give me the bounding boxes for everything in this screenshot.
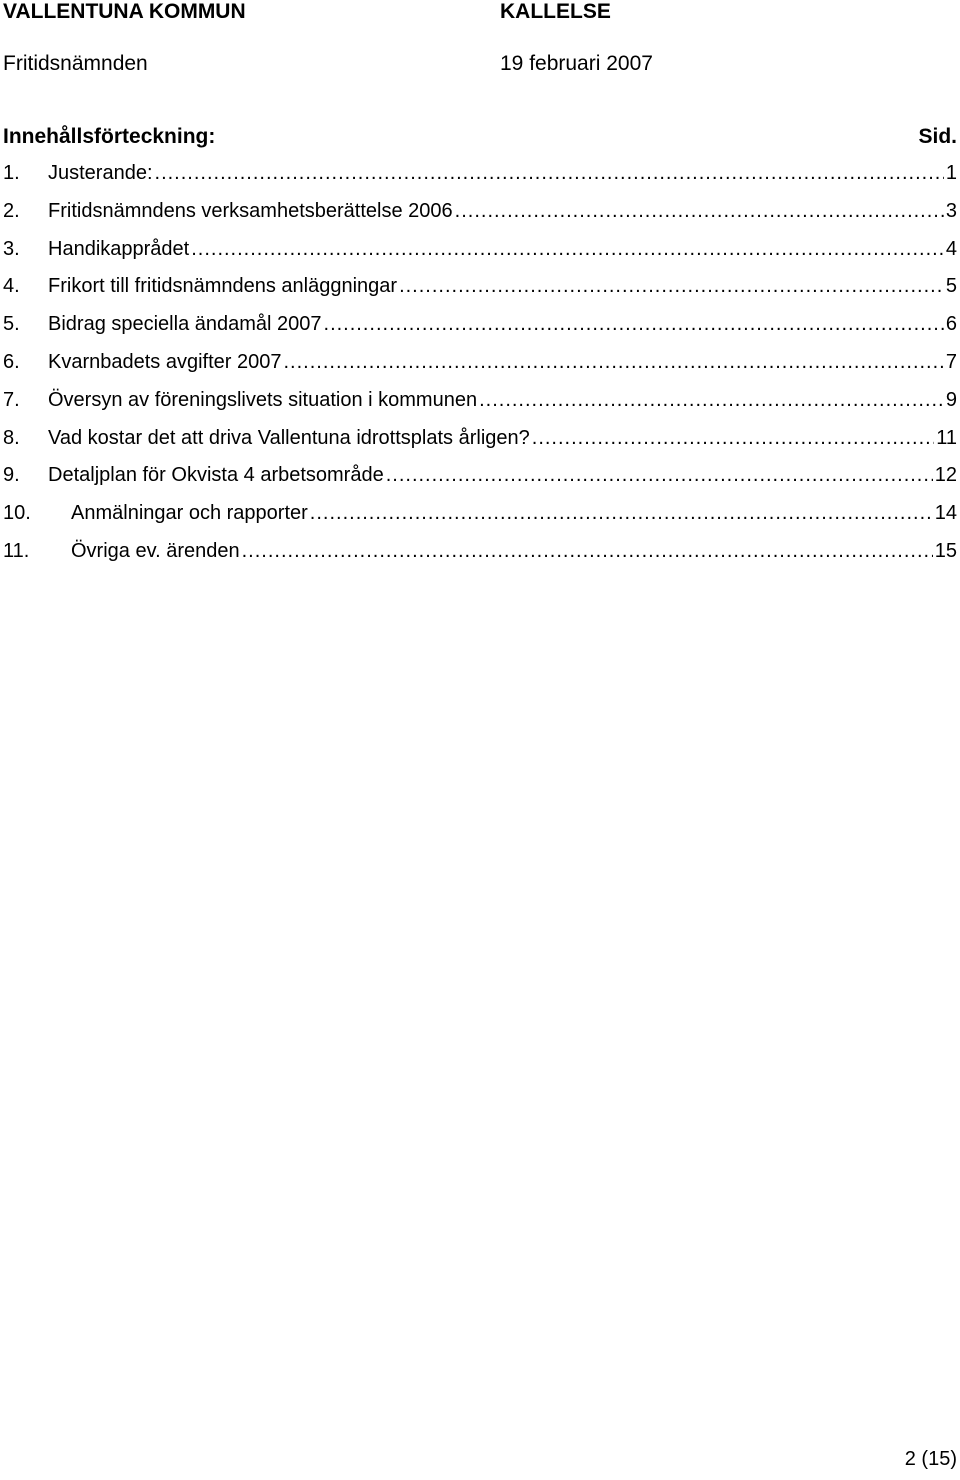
toc-entry-title: Fritidsnämndens verksamhetsberättelse 2006 (48, 199, 453, 222)
toc-entry-page: 7 (945, 350, 957, 373)
toc-entry-title: Detaljplan för Okvista 4 arbetsområde (48, 464, 384, 487)
toc-leader-dots (532, 426, 934, 450)
toc-leader-dots (455, 199, 944, 223)
toc-entry[interactable] (3, 237, 957, 275)
toc-entry-number: 9. (3, 464, 20, 487)
toc-entry-number: 5. (3, 313, 20, 336)
toc-entry-number: 8. (3, 426, 20, 449)
toc-entry-title: Översyn av föreningslivets situation i kommunen (48, 388, 478, 411)
toc-entry-number: 2. (3, 199, 20, 222)
toc-entry-page: 15 (934, 539, 957, 562)
toc-entry-number: 6. (3, 350, 20, 373)
document-date: 19 februari 2007 (500, 52, 653, 75)
toc-leader-dots (242, 539, 933, 563)
toc-entry[interactable] (3, 312, 957, 350)
toc-entry-title: Övriga ev. ärenden (71, 539, 240, 562)
toc-entry-page: 9 (945, 388, 957, 411)
toc-entry-page: 5 (945, 275, 957, 298)
toc-entry[interactable] (3, 539, 957, 577)
toc-entry-number: 11. (3, 539, 30, 562)
toc-entry-title: Handikapprådet (48, 237, 190, 260)
toc-heading-row (3, 125, 957, 149)
toc-entry-page: 6 (945, 313, 957, 336)
toc-entry-number: 3. (3, 237, 20, 260)
toc-entry-title: Frikort till fritidsnämndens anläggningar (48, 275, 398, 298)
toc-entry[interactable] (3, 463, 957, 501)
toc-leader-dots (284, 350, 944, 374)
toc-leader-dots (324, 312, 944, 336)
toc-leader-dots (386, 463, 933, 487)
toc-entry[interactable] (3, 274, 957, 312)
organization-name: VALLENTUNA KOMMUN (3, 0, 246, 23)
toc-entry-page: 12 (934, 464, 957, 487)
document-type: KALLELSE (500, 0, 611, 23)
toc-entry-page: 11 (936, 426, 957, 449)
toc-entry-page: 14 (934, 502, 957, 525)
toc-entry-title: Bidrag speciella ändamål 2007 (48, 313, 322, 336)
toc-leader-dots (155, 161, 944, 185)
toc-entry-page: 4 (945, 237, 957, 260)
toc-entry[interactable] (3, 199, 957, 237)
toc-entry-number: 7. (3, 388, 20, 411)
toc-entry-title: Kvarnbadets avgifter 2007 (48, 350, 282, 373)
toc-leader-dots (479, 388, 944, 412)
toc-entry[interactable] (3, 426, 957, 464)
toc-entry-number: 10. (3, 502, 31, 525)
toc-entry[interactable] (3, 501, 957, 539)
toc-entry-number: 1. (3, 162, 20, 184)
toc-entry[interactable] (3, 388, 957, 426)
page-number: 2 (15) (904, 1448, 957, 1470)
toc-heading: Innehållsförteckning: (3, 125, 216, 148)
toc-entry[interactable] (3, 161, 957, 199)
toc-leader-dots (399, 274, 944, 298)
toc-entry-number: 4. (3, 275, 20, 298)
toc-entry[interactable] (3, 350, 957, 388)
toc-entry-title: Vad kostar det att driva Vallentuna idrottsplats årligen? (48, 426, 530, 449)
toc-leader-dots (191, 237, 944, 261)
toc-entry-title: Justerande: (48, 162, 153, 184)
toc-entry-title: Anmälningar och rapporter (71, 502, 308, 525)
toc-page-column-label: Sid. (918, 125, 957, 148)
toc-leader-dots (310, 501, 933, 525)
toc-entry-page: 3 (945, 199, 957, 222)
committee-name: Fritidsnämnden (3, 52, 148, 75)
toc-entry-page: 1 (945, 162, 957, 184)
table-of-contents (3, 161, 957, 577)
